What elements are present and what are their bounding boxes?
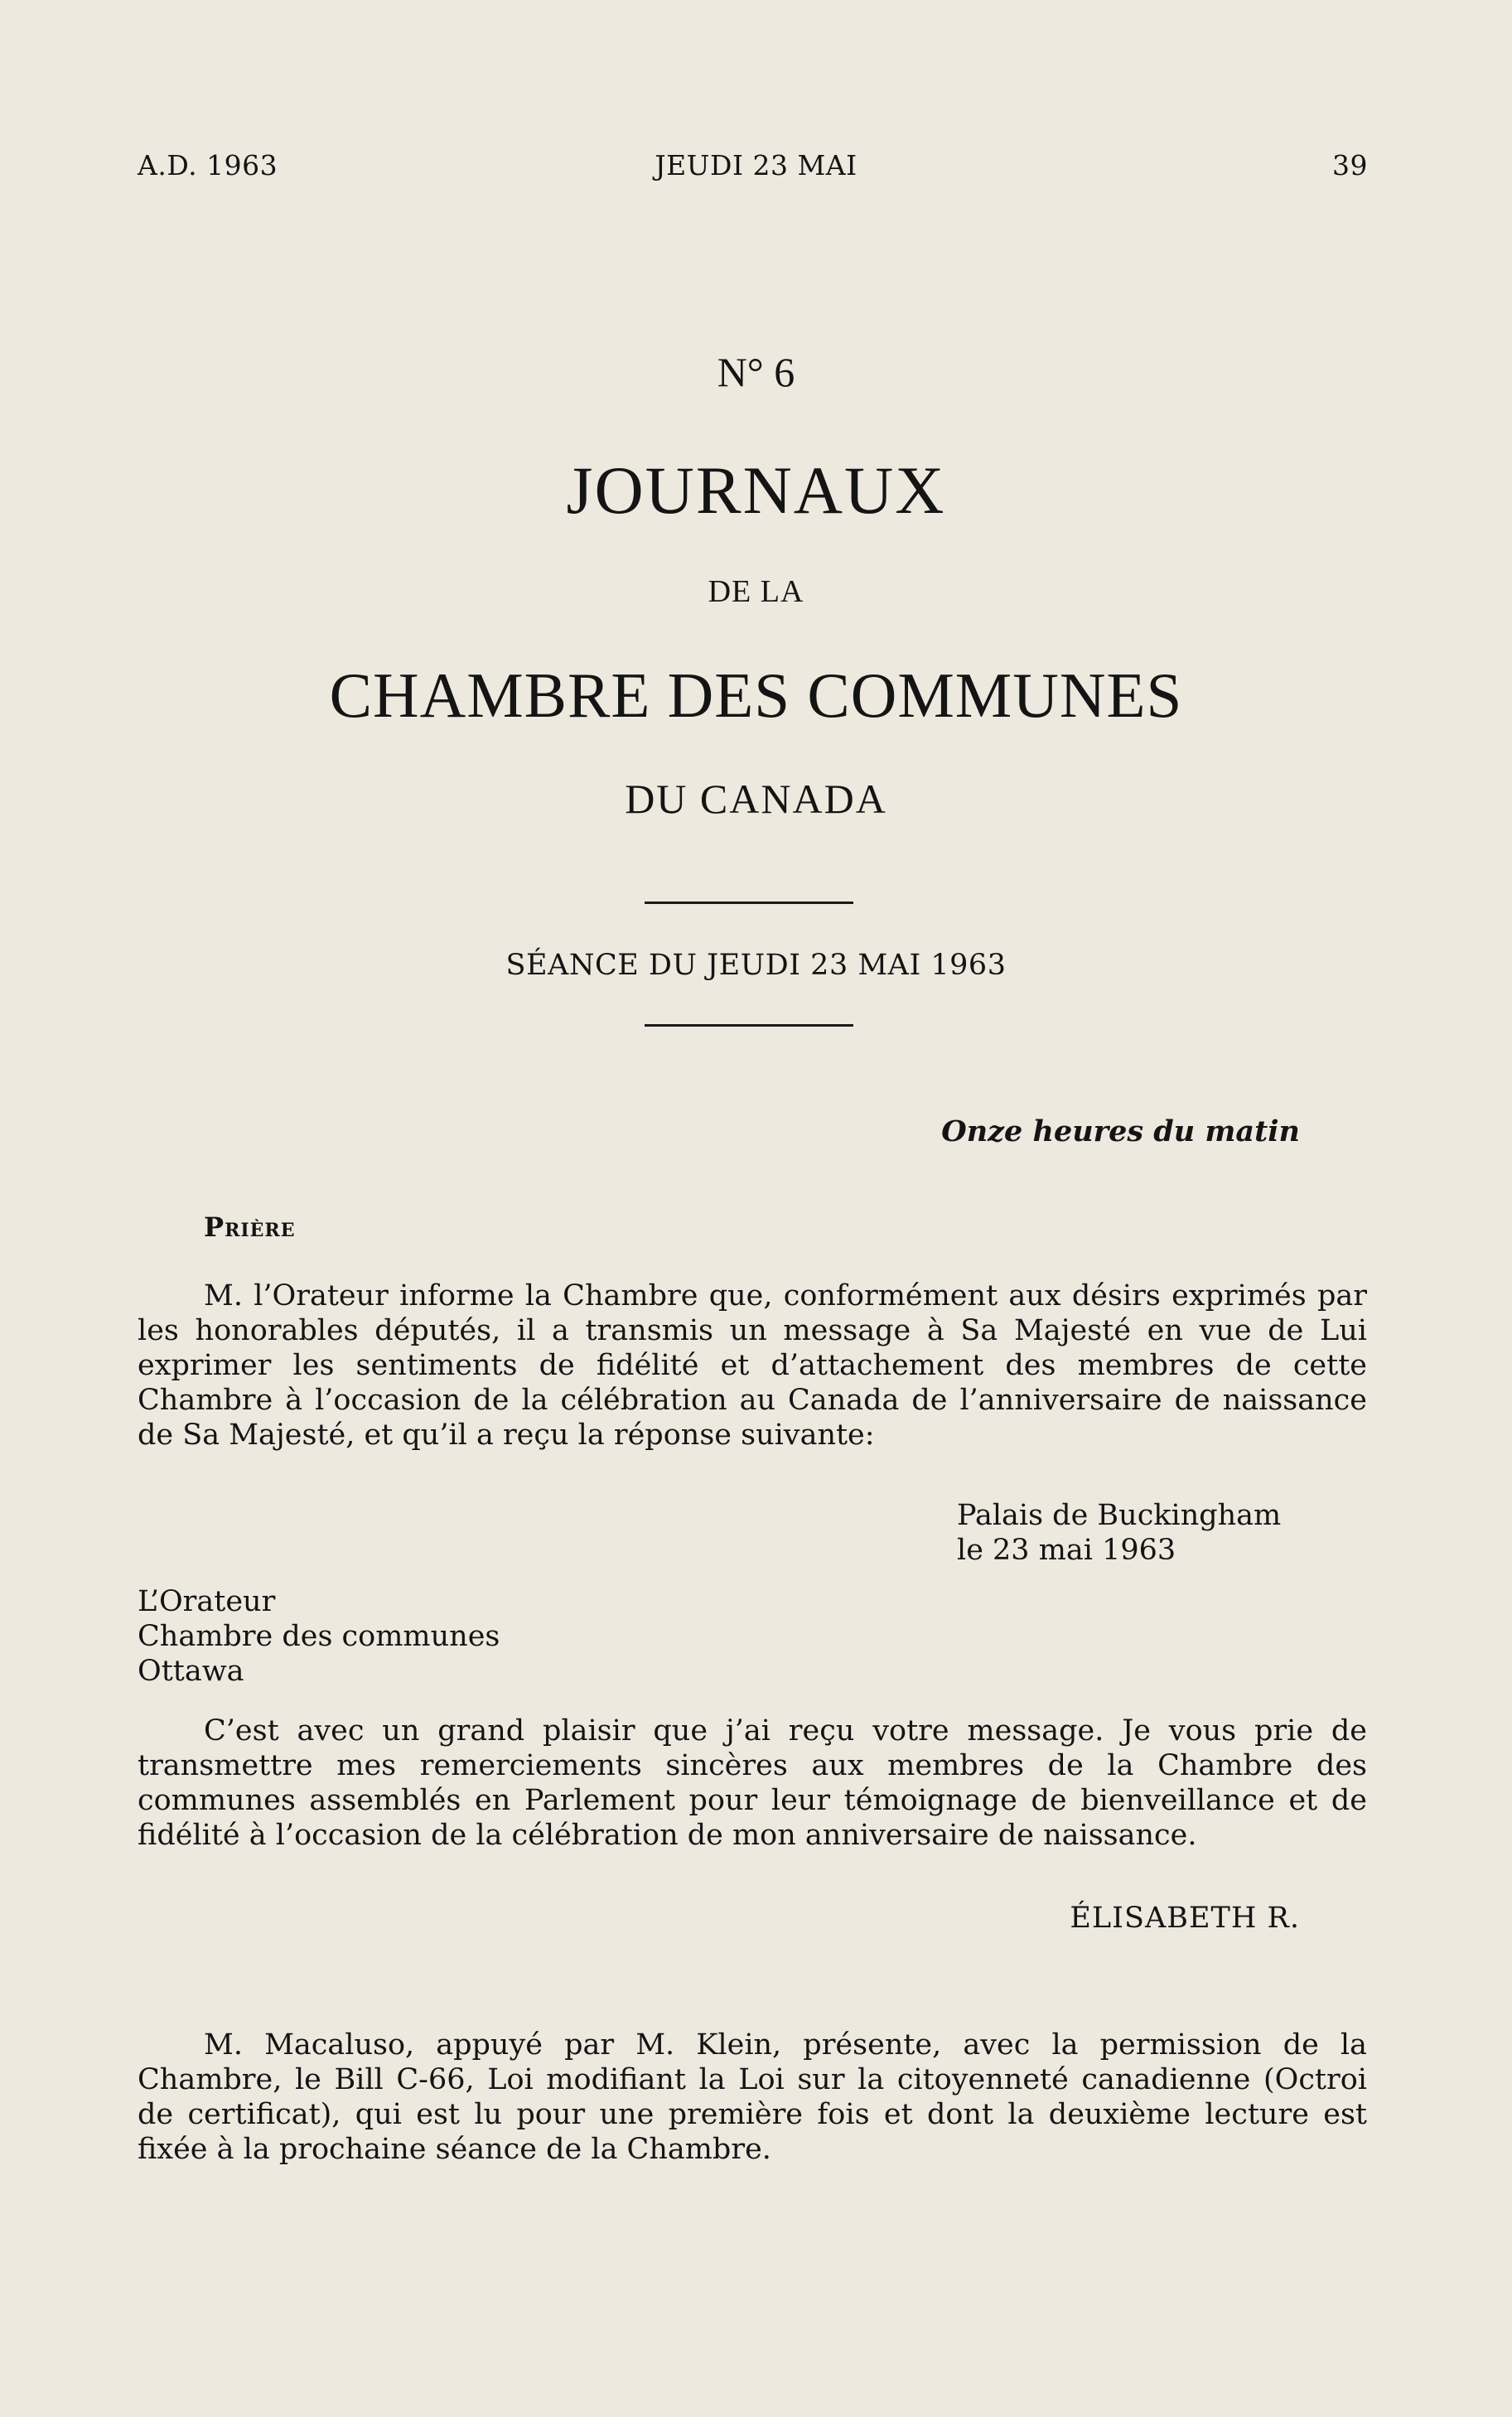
letter-signature: ÉLISABETH R. [1070,1902,1300,1935]
letter-addressee [138,1584,500,1689]
letter-date: le 23 mai 1963 [957,1534,1176,1567]
letter-place-date [957,1498,1281,1568]
divider-rule [645,1024,853,1027]
section-heading: Prière [204,1211,296,1243]
title-du-canada: DU CANADA [625,776,887,822]
session-time: Onze heures du matin [941,1114,1300,1148]
issue-number: N° 6 [717,349,795,395]
paragraph-bill: M. Macaluso, appuyé par M. Klein, présente, avec la permission de la Chambre, le Bill C-66, Loi modifiant la Loi sur la citoyenneté canadienne (Octroi de certificat), qui est lu pour une première fois et dont la deuxième lecture est fixée à la prochaine séance de la Chambre. [138,2028,1367,2166]
header-date: JEUDI 23 MAI [655,149,857,181]
title-chambre: CHAMBRE DES COMMUNES [329,660,1183,731]
header-year: A.D. 1963 [138,149,278,181]
letter-place: Palais de Buckingham [957,1499,1282,1532]
title-de-la: DE LA [708,574,804,609]
letter-body: C’est avec un grand plaisir que j’ai reçu votre message. Je vous prie de transmettre mes remerciements sincères aux membres de la Chambre des communes assemblés en Parlement pour leur témoignage de bienveillance et de fidélité à l’occasion de la célébration de mon anniversaire de naissance. [138,1714,1367,1852]
seance-heading: SÉANCE DU JEUDI 23 MAI 1963 [505,949,1007,982]
divider-rule [645,902,853,904]
addressee-line: L’Orateur [138,1585,276,1618]
addressee-line: Ottawa [138,1655,244,1688]
addressee-line: Chambre des communes [138,1620,500,1653]
paragraph-message: M. l’Orateur informe la Chambre que, conformément aux désirs exprimés par les honorables députés, il a transmis un message à Sa Majesté en vue de Lui exprimer les sentiments de fidélité et d’attachement des membres de cette Chambre à l’occasion de la célébration au Canada de l’anniversaire de naissance de Sa Majesté, et qu’il a reçu la réponse suivante: [138,1279,1367,1452]
page-number: 39 [1332,149,1368,181]
title-journaux: JOURNAUX [566,452,946,528]
